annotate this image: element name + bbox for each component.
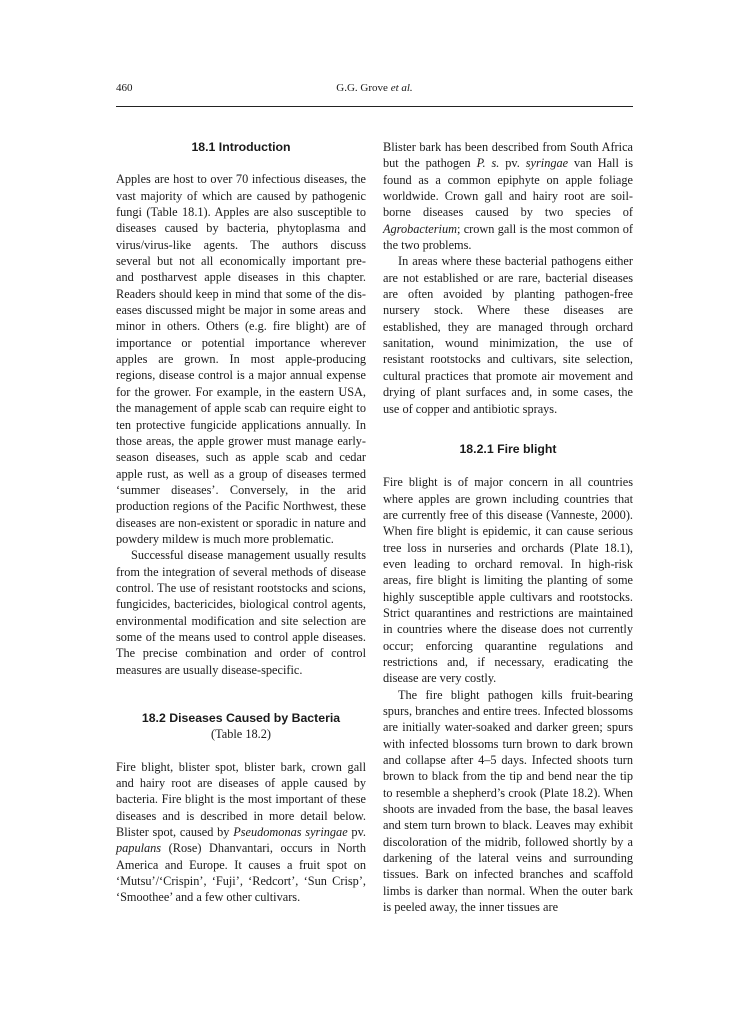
running-header [116, 82, 633, 102]
header-rule [116, 106, 633, 107]
section-18-2-table-reference: (Table 18.2) [211, 727, 271, 742]
right-column [383, 139, 633, 915]
species-abbrev: P. s. [476, 156, 500, 171]
fire-blight-paragraph-2: The fire blight pathogen kills fruit-bearing spurs, branches and entire trees. Infected blossoms are initially water-soaked and darker green; spurs with infected blossoms turn brown to dark brown and collapse after 4–5 days. Infected shoots turn brown to black from the tip and bend near the tip to resemble a shepherd’s crook (Plate 18.2). When shoots are invaded from the base, the basal leaves and stem turn brown to black. Leaves may exhibit discoloration of the midrib, followed shortly by a darkening of the lateral veins and surrounding tissues. Bark on infected branches and scaffold limbs is darker than normal. When the outer bark is peeled away, the inner tissues are [383, 687, 633, 915]
section-18-2-heading: 18.2 Diseases Caused by Bacteria [141, 711, 341, 725]
bacterial-management-paragraph: In areas where these bacterial pathogens either are not established or are rare, bacterial diseases are often avoided by planting pathogen-free nursery stock. Where these diseases are established, they are managed through orchard sanitation, wound minimization, the use of resistant rootstocks and cultivars, site selection, cultural practices that promote air movement and drying of plant surfaces and, in some cases, the use of copper and antibiotic sprays. [383, 254, 633, 416]
blister-bark-paragraph: Blister bark has been described from South Africa but the pathogen P. s. pv. syringae van Hall is found as a common epiphyte on apple foliage worldwide. Crown gall and hairy root are soil-borne diseases caused by two species of Agrobacterium; crown gall is the most common of the two problems. [383, 140, 633, 253]
fire-blight-paragraph-1: Fire blight is of major concern in all countries where apples are grown including countries that are currently free of this disease (Vanneste, 2000). When fire blight is epidemic, it can cause serious tree loss in nurseries and orchards (Plate 18.1), even leading to orchard removal. In high-risk areas, fire blight is limiting the planting of some highly susceptible apple cultivars and rootstocks. Strict quarantines and restrictions are maintained in countries where the disease does not currently occur; enforcing quarantine regulations and restrictions and, if necessary, eradicating the disease are very costly. [383, 475, 633, 686]
introduction-paragraph-1: Apples are host to over 70 infectious diseases, the vast majority of which are caused by pathogenic fungi (Table 18.1). Apples are also susceptible to diseases caused by bacteria, phytoplasma and virus/virus-like agents. The authors discuss several but not all economically important pre- and postharvest apple diseases in this chapter. Readers should keep in mind that some of the diseases discussed might be major in some areas and minor in others. Others (e.g. fire blight) are of importance or potential importance wherever apples are grown. In most apple-producing regions, disease control is a major annual expense for the grower. For example, in the eastern USA, the management of apple scab can require eight to ten protective fungicide applications annually. In those areas, the apple grower must manage early-season diseases, such as apple scab and cedar apple rust, as well as a group of diseases termed ‘summer diseases’. Conversely, in the arid production regions of the Pacific Northwest, these diseases are non-existent or sporadic in nature and powdery mildew is much more problematic. [116, 172, 366, 546]
running-head-authors [116, 82, 633, 94]
pathovar-name: papulans [116, 841, 162, 856]
page-number: 460 [116, 82, 133, 94]
species-name: Pseudomonas syringae [233, 825, 348, 840]
section-18-1-heading: 18.1 Introduction [191, 140, 291, 154]
author-et-al: et al. [390, 82, 413, 94]
bacteria-paragraph-1: Fire blight, blister spot, blister bark, crown gall and hairy root are diseases of apple caused by bacteria. Fire blight is the most important of these diseases and is described in more detail below. Blister spot, caused by Pseudomonas syringae pv. papulans (Rose) Dhanvantari, occurs in North America and Europe. It causes a fruit spot on ‘Mutsu’/‘Crispin’, ‘Fuji’, ‘Redcort’, ‘Sun Crisp’, ‘Smoothee’ and a few other cultivars. [116, 759, 367, 905]
pathovar-name: syringae [525, 156, 569, 171]
genus-name: Agrobacterium [383, 221, 457, 236]
left-column [116, 139, 366, 906]
introduction-paragraph-2: Successful disease management usually results from the integration of several methods of disease control. The use of resistant rootstocks and scions, fungicides, bactericides, biological control agents, environmental modification and site selection are some of the means used to control apple diseases. The precise combination and order of control measures are usually disease-specific. [116, 548, 366, 677]
section-18-2-1-heading: 18.2.1 Fire blight [459, 441, 557, 456]
author-names: G.G. Grove [336, 82, 388, 94]
